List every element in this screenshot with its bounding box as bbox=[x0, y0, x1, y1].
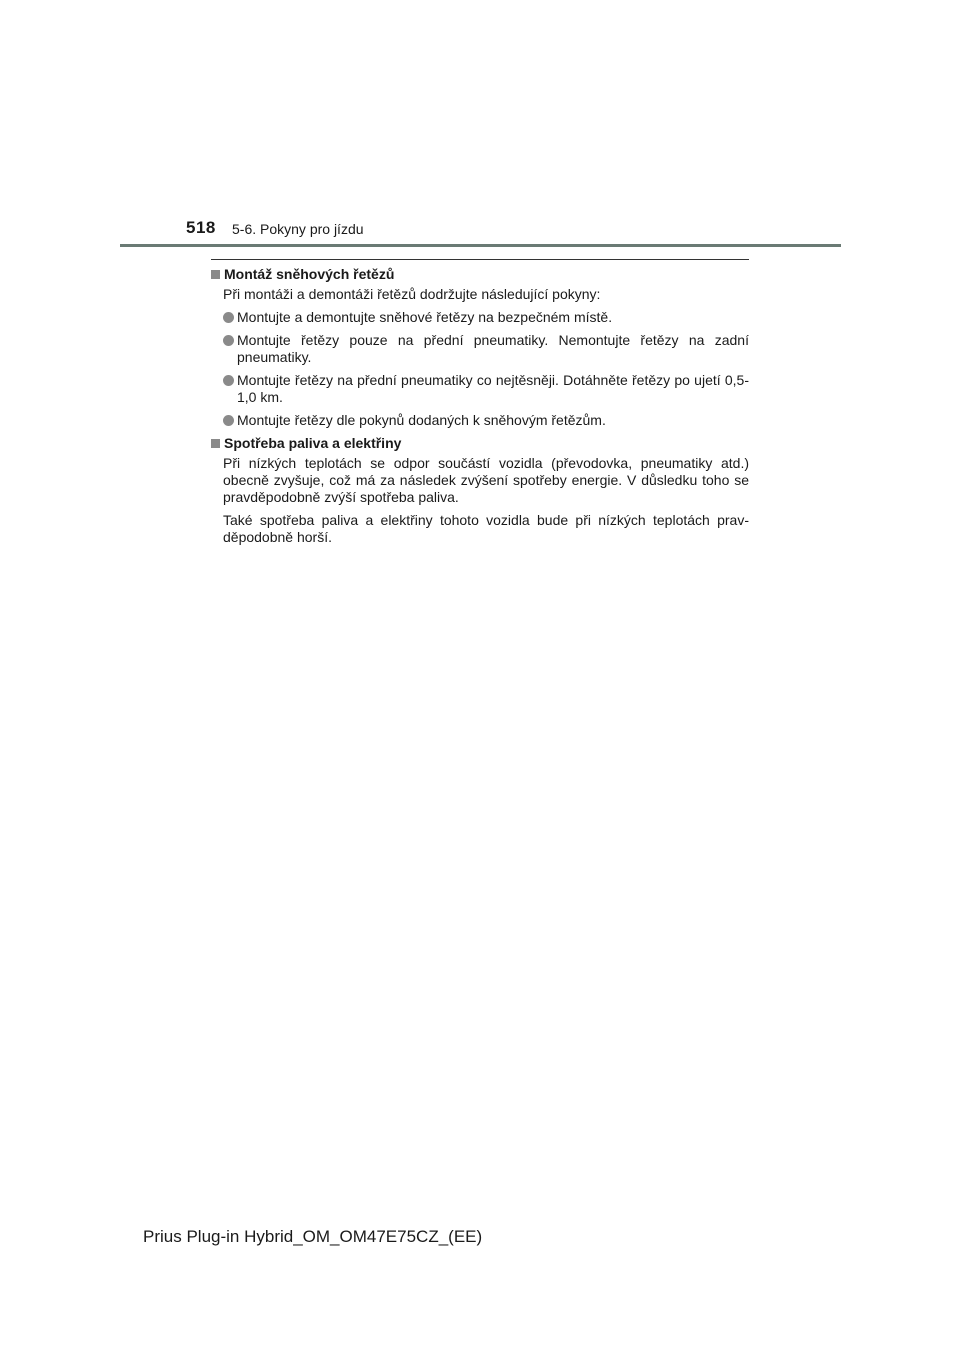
list-item bbox=[223, 332, 749, 366]
list-item-text: Montujte řetězy pouze na přední pneumatiky. Nemontujte řetězy na zadní pneumatiky. bbox=[237, 332, 749, 365]
header-rule bbox=[120, 244, 841, 247]
circle-bullet-icon bbox=[223, 335, 234, 346]
content bbox=[211, 266, 749, 552]
square-bullet-icon bbox=[211, 270, 220, 279]
list-item bbox=[223, 372, 749, 406]
circle-bullet-icon bbox=[223, 312, 234, 323]
section-heading-text: Montáž sněhových řetězů bbox=[224, 266, 395, 282]
section-title: 5-6. Pokyny pro jízdu bbox=[232, 221, 364, 237]
square-bullet-icon bbox=[211, 439, 220, 448]
footer-document-id: Prius Plug-in Hybrid_OM_OM47E75CZ_(EE) bbox=[143, 1227, 483, 1246]
page-number: 518 bbox=[186, 218, 216, 237]
list-item-text: Montujte řetězy na přední pneumatiky co nejtěsněji. Dotáhněte řetězy po ujetí 0,5-1,0 km. bbox=[237, 372, 749, 405]
list-item-text: Montujte řetězy dle pokynů dodaných k sněhovým řetězům. bbox=[237, 412, 606, 428]
section-heading bbox=[211, 435, 749, 452]
paragraph: Také spotřeba paliva a elektřiny tohoto vozidla bude při nízkých teplotách prav-děpodobně horší. bbox=[223, 512, 749, 545]
circle-bullet-icon bbox=[223, 375, 234, 386]
section-heading bbox=[211, 266, 749, 283]
list-item bbox=[223, 412, 749, 429]
paragraph: Při nízkých teplotách se odpor součástí vozidla (převodovka, pneumatiky atd.) obecně zvyšuje, což má za následek zvýšení spotřeby energie. V důsledku toho se pravděpodobně zvýší spotřeba paliva. bbox=[223, 455, 749, 505]
list-item-text: Montujte a demontujte sněhové řetězy na bezpečném místě. bbox=[237, 309, 613, 325]
section-intro: Při montáži a demontáži řetězů dodržujte následující pokyny: bbox=[223, 286, 601, 302]
list-item bbox=[223, 309, 749, 326]
section-heading-text: Spotřeba paliva a elektřiny bbox=[224, 435, 402, 451]
content-rule bbox=[211, 259, 749, 260]
circle-bullet-icon bbox=[223, 415, 234, 426]
